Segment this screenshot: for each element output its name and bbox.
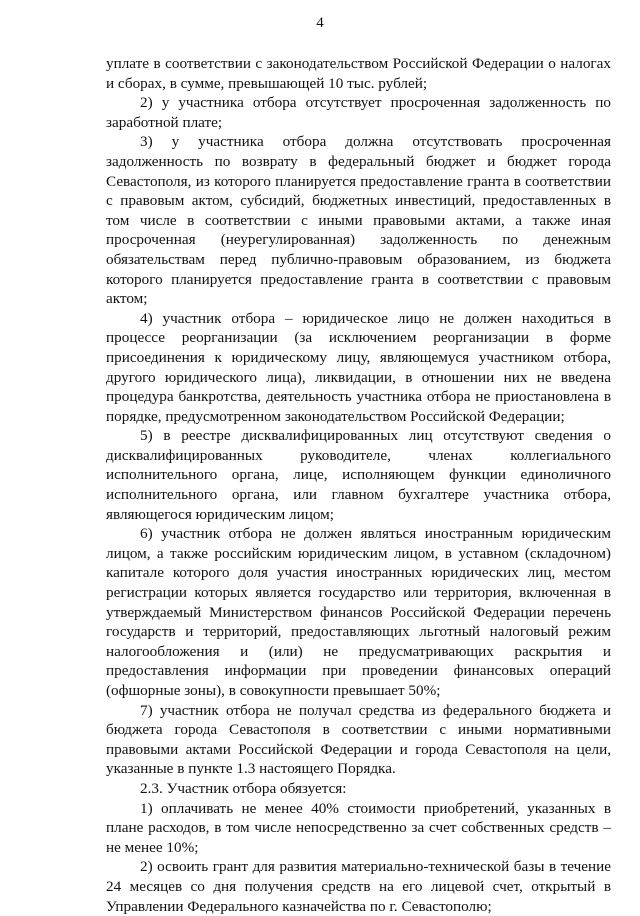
obligation-item-2: 2) освоить грант для развития материально-технической базы в течение 24 месяцев со дня получения средств на его лицевой счет, открытый в Управлении Федерального казначейства по г. Севастополю; bbox=[106, 858, 611, 915]
paragraph-item-3: 3) у участника отбора должна отсутствовать просроченная задолженность по возврату в федеральный бюджет и бюджет города Севастополя, из которого планируется предоставление гранта в соответствии с правовым актом, субсидий, бюджетных инвестиций, предоставленных в том числе в соответствии с иными правовыми актами, а также иная просроченная (неурегулированная) задолженность по денежным обязательствам перед публично-правовым образованием, из бюджета которого планируется предоставление гранта в соответствии с правовым актом; bbox=[106, 133, 611, 308]
document-body bbox=[106, 54, 611, 916]
paragraph-continuation: уплате в соответствии с законодательством Российской Федерации о налогах и сборах, в сумме, превышающей 10 тыс. рублей; bbox=[106, 55, 611, 92]
paragraph-item-7: 7) участник отбора не получал средства из федерального бюджета и бюджета города Севастополя в соответствии с иными нормативными правовыми актами Российской Федерации и города Севастополя на цели, указанные в пункте 1.3 настоящего Порядка. bbox=[106, 701, 611, 778]
paragraph-item-2: 2) у участника отбора отсутствует просроченная задолженность по заработной плате; bbox=[106, 94, 611, 131]
paragraph-item-5: 5) в реестре дисквалифицированных лиц отсутствуют сведения о дисквалифицированных руководителе, членах коллегиального исполнительного органа, лице, исполняющем функции единоличного исполнительного органа, или главном бухгалтере участника отбора, являющегося юридическим лицом; bbox=[106, 427, 611, 523]
obligation-item-1: 1) оплачивать не менее 40% стоимости приобретений, указанных в плане расходов, в том числе непосредственно за счет собственных средств – не менее 10%; bbox=[106, 799, 611, 856]
paragraph-item-6: 6) участник отбора не должен являться иностранным юридическим лицом, а также российским юридическим лицом, в уставном (складочном) капитале которого доля участия иностранных юридических лиц, местом регистрации которых является государство или территория, включенная в утверждаемый Министерством финансов Российской Федерации перечень государств и территорий, предоставляющих льготный налоговый режим налогообложения и (или) не предусматривающих раскрытия и предоставления информации при проведении финансовых операций (офшорные зоны), в совокупности превышает 50%; bbox=[106, 525, 611, 699]
section-heading-2-3: 2.3. Участник отбора обязуется: bbox=[140, 779, 347, 797]
page-number: 4 bbox=[316, 15, 324, 31]
paragraph-item-4: 4) участник отбора – юридическое лицо не должен находиться в процессе реорганизации (за исключением реорганизации в форме присоединения к юридическому лицу, являющемуся участником отбора, другого юридического лица), ликвидации, в отношении них не введена процедура банкротства, деятельность участника отбора не приостановлена в порядке, предусмотренном законодательством Российской Федерации; bbox=[106, 309, 611, 425]
